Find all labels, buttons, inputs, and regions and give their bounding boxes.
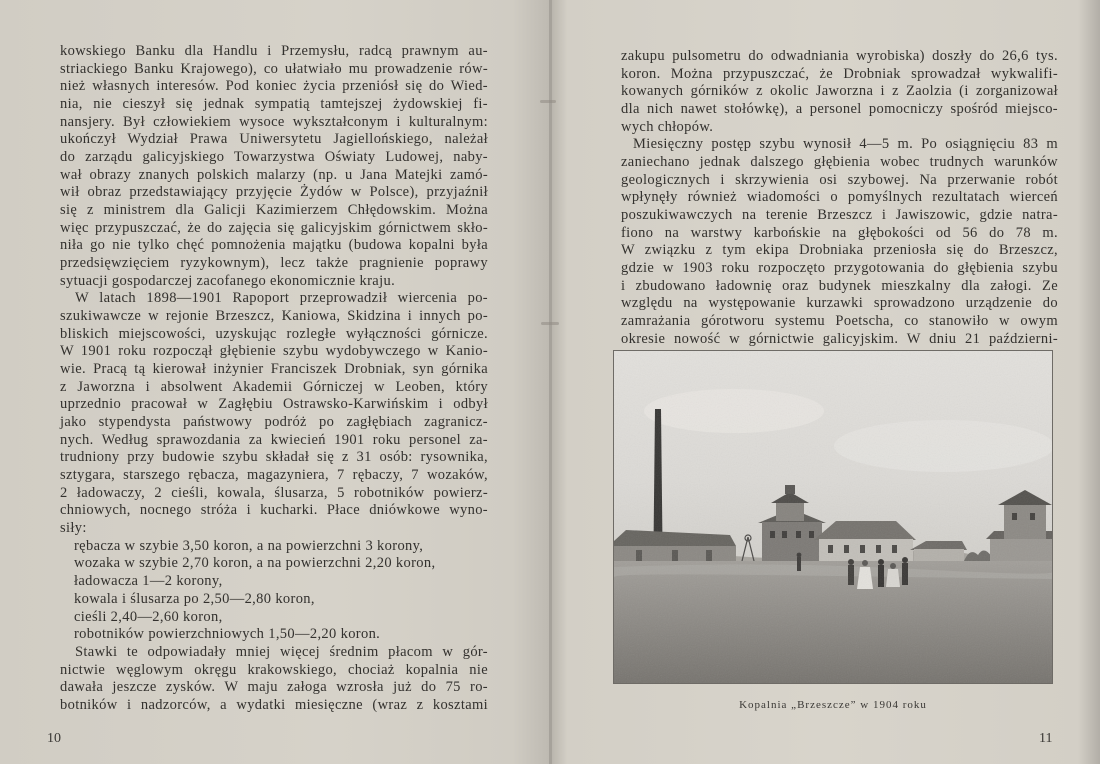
text-line: chniowych, nocnego stróża i kucharki. Płace dniówkowe wyno- [60,502,488,519]
text-line: ukończył Wydział Prawa Uniwersytetu Jagiellońskiego, należał [60,131,488,148]
text-line: zaniechano jednak dalszego głębienia wobec trudnych warunków [621,154,1058,171]
wage-list-item: cieśli 2,40—2,60 koron, [74,608,223,625]
text-line: i zbudowano ładownię oraz budynek mieszkalny dla załogi. Ze [621,277,1058,294]
text-line: nych. Według sprawozdania za kwiecień 1901 roku personel za- [60,431,488,448]
mine-photo-image [614,351,1052,683]
text-line: okresie nowość w górnictwie galicyjskim. W dniu 21 październi- [621,330,1058,347]
text-line: trudniony przy budowie szybu składał się z 31 osób: rysownika, [60,449,488,466]
text-line: Stawki te odpowiadały mniej więcej średnim płacom w gór- [75,643,488,660]
text-line: do zarządu galicyjskiego Towarzystwa Oświaty Ludowej, naby- [60,149,488,166]
binding-mark [540,100,556,103]
book-spine [549,0,552,764]
film-grain [614,351,1052,683]
text-line: Miesięczny postęp szybu wynosił 4—5 m. Po osiągnięciu 83 m [633,136,1058,153]
binding-mark [541,322,559,325]
text-line: dawała jeszcze zysków. W maju załoga wzrosła już do 75 ro- [60,679,488,696]
text-line: zamrażania górotworu systemu Poetscha, co stanowiło w owym [621,313,1058,330]
text-line: wpłynęły również wiadomości o pomyślnych rezultatach wierceń [621,189,1058,206]
text-line: wał obrazy znanych polskich malarzy (np. u Jana Matejki zamó- [60,166,488,183]
wage-list-item: robotników powierzchniowych 1,50—2,20 koron. [74,626,381,643]
text-line: poszukiwawczych na terenie Brzeszcz i Jawiszowic, gdzie natra- [621,207,1058,224]
text-line: W 1901 roku rozpoczął głębienie szybu wydobywczego w Kanio- [60,343,488,360]
text-line: bliskich miejscowości, uzyskując rozległe wyłączności górnicze. [60,325,488,342]
wage-list-item: kowala i ślusarza po 2,50—2,80 koron, [74,590,315,607]
text-line: się z ministrem dla Galicji Kazimierzem Chłędowskim. Można [60,202,488,219]
mine-photograph [614,351,1052,683]
text-line: kowskiego Banku dla Handlu i Przemysłu, radcą prawnym au- [60,43,488,59]
text-line: nia, nie cieszył się jednak sympatią tamtejszej żydowskiej fi- [60,96,488,113]
right-page-text [621,48,1058,348]
text-line: kowanych górników z okolic Jaworzna i z Zaolzia (i zorganizował [621,83,1058,100]
text-line: W latach 1898—1901 Rapoport przeprowadził wiercenia po- [75,290,488,307]
text-line: nansjery. Był człowiekiem wysoce wykształconym i kulturalnym: [60,113,488,130]
text-line: względu na występowanie kurzawki sprowadzono urządzenie do [621,295,1058,312]
text-line: striackiego Banku Krajowego), co ułatwiało mu prowadzenie rów- [60,60,488,77]
text-line: przedsięwzięciem ryzykownym), lecz także pragnienie poprawy [60,255,488,272]
text-line: dla nich nawet stołówkę), a personel pomocniczy spośród miejsco- [621,101,1058,118]
text-line: gdzie w 1903 roku rozpoczęto przygotowania do głębienia szybu [621,260,1058,277]
text-line: W związku z tym ekipa Drobniaka przeniosła się do Brzeszcz, [621,242,1058,259]
text-line: nictwie węglowym okręgu krakowskiego, chociaż kopalnia nie [60,661,488,678]
text-line: szukiwawcze w rejonie Brzeszcz, Kaniowa, Skidzina i innych po- [60,308,488,325]
text-line: 2 ładowaczy, 2 cieśli, kowala, ślusarza, 5 robotników powierz- [60,484,488,501]
page-number-left: 10 [47,731,61,746]
wage-list-item: rębacza w szybie 3,50 koron, a na powierzchni 3 korony, [74,537,424,554]
text-line: sztygara, starszego rębacza, magazyniera, 7 rębaczy, 7 wozaków, [60,467,488,484]
wage-list-item: ładowacza 1—2 korony, [74,573,223,590]
text-line: fiono na warstwy karbońskie na głębokości od 56 do 78 m. [621,224,1058,241]
text-line: więc przypuszczać, że do zajęcia się galicyjskim górnictwem skło- [60,219,488,236]
text-line: wych chłopów. [621,118,714,135]
text-line: koron. Można przypuszczać, że Drobniak sprowadzał wykwalifi- [621,65,1058,82]
text-line: niła go nie tylko chęć pomnożenia majątku (budowa kopalni była [60,237,488,254]
text-line: geologicznych i skrzywienia osi szybowej. Na przerwanie robót [621,171,1058,188]
photo-caption: Kopalnia „Brzeszcze” w 1904 roku [739,699,927,711]
text-line: z Jaworzna i absolwent Akademii Górniczej w Leoben, który [60,378,488,395]
text-line: uprzednio pracował w Zagłębiu Ostrawsko-Karwińskim i odbył [60,396,488,413]
text-line: zakupu pulsometru do odwadniania wyrobiska) doszły do 26,6 tys. [621,48,1058,64]
text-line: siły: [60,520,87,537]
text-line: sytuacji gospodarczej zacofanego ekonomicznie kraju. [60,272,396,289]
text-line: wił obraz przedstawiający przyjęcie Żydów w Polsce), przyjaźnił [60,184,488,201]
page-number-right: 11 [1039,731,1053,746]
text-line: botników i nadzorców, a wydatki miesięczne (wraz z kosztami [60,696,488,713]
text-line: jako stypendysta państwowy podróż po zagłębiach zagranicz- [60,414,488,431]
text-line: nież własnych interesów. Pod koniec życia przeniósł się do Wied- [60,78,488,95]
left-page-text [60,43,488,715]
wage-list-item: wozaka w szybie 2,70 koron, a na powierzchni 2,20 koron, [74,555,436,572]
text-line: wie. Pracą tą kierował inżynier Franciszek Drobniak, syn górnika [60,361,488,378]
